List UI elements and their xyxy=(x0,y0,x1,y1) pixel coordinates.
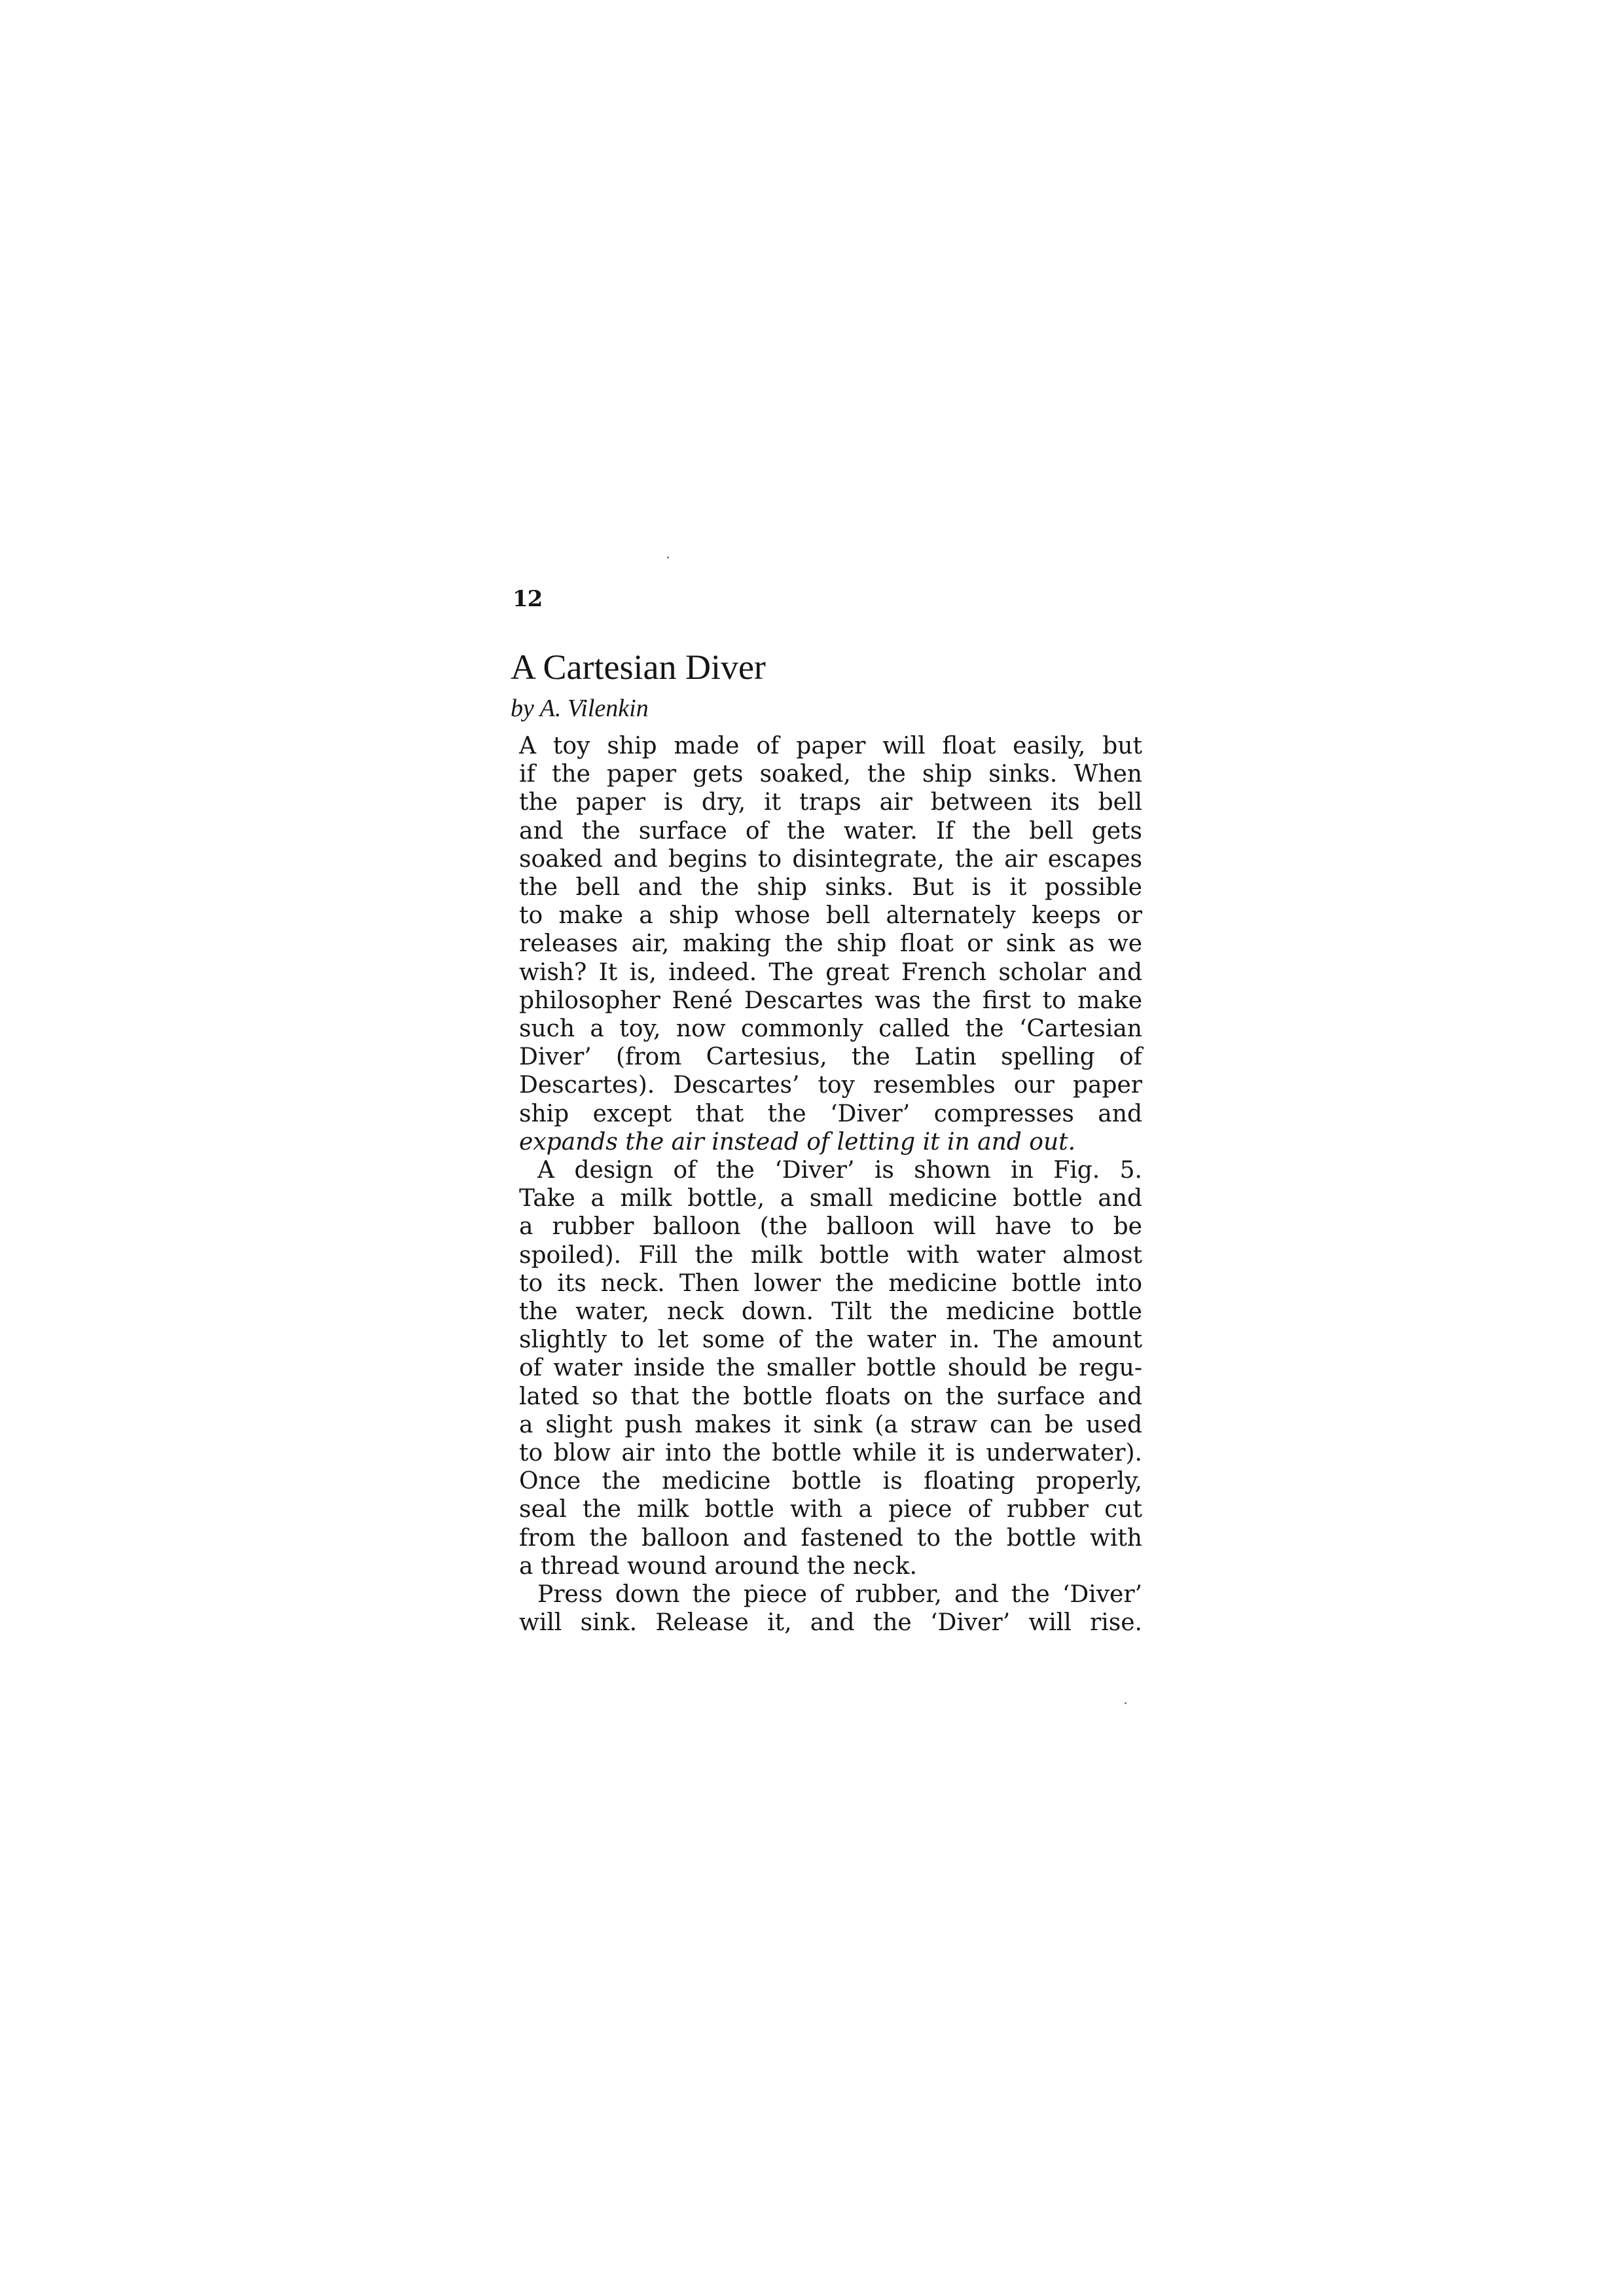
text-line: to make a ship whose bell alternately keeps or xyxy=(519,902,1142,930)
text-line: lated so that the bottle floats on the surface and xyxy=(519,1383,1142,1410)
text-line: soaked and begins to disintegrate, the air escapes xyxy=(519,845,1142,873)
text-line: will sink. Release it, and the ‘Diver’ will rise. xyxy=(519,1609,1142,1637)
text-line: A design of the ‘Diver’ is shown in Fig. 5. xyxy=(537,1157,1142,1184)
paragraph-1 xyxy=(501,732,1142,1156)
text-line: the water, neck down. Tilt the medicine bottle xyxy=(519,1298,1142,1326)
page-number: 12 xyxy=(513,586,543,612)
text-line: the paper is dry, it traps air between its bell xyxy=(519,789,1142,816)
text-line: of water inside the smaller bottle should be regu- xyxy=(519,1355,1142,1382)
text-line: wish? It is, indeed. The great French scholar and xyxy=(519,958,1142,986)
text-line: seal the milk bottle with a piece of rubber cut xyxy=(519,1496,1142,1523)
text-line: and the surface of the water. If the bell gets xyxy=(519,817,1142,845)
scan-speck xyxy=(1125,1702,1127,1704)
text-line: a slight push makes it sink (a straw can be used xyxy=(519,1411,1142,1438)
text-line: Diver’ (from Cartesius, the Latin spelling of xyxy=(519,1044,1142,1071)
text-line: the bell and the ship sinks. But is it possible xyxy=(519,874,1142,902)
text-line: from the balloon and fastened to the bottle with xyxy=(519,1524,1142,1552)
scan-speck xyxy=(667,556,669,558)
article-body xyxy=(501,732,1142,1637)
article-byline: by A. Vilenkin xyxy=(511,695,649,722)
text-line: a thread wound around the neck. xyxy=(519,1552,917,1580)
text-line: expands the air instead of letting it in and out. xyxy=(519,1128,1076,1156)
article-title: A Cartesian Diver xyxy=(511,647,766,687)
text-line: ship except that the ‘Diver’ compresses and xyxy=(519,1100,1142,1127)
paragraph-2 xyxy=(501,1156,1142,1580)
text-line: such a toy, now commonly called the ‘Cartesian xyxy=(519,1015,1142,1043)
text-line: A toy ship made of paper will float easily, but xyxy=(519,733,1142,759)
text-line: Take a milk bottle, a small medicine bottle and xyxy=(519,1185,1142,1212)
text-line: Press down the piece of rubber, and the ‘Diver’ xyxy=(537,1581,1142,1609)
text-line: Once the medicine bottle is floating properly, xyxy=(519,1468,1142,1495)
text-line: spoiled). Fill the milk bottle with water almost xyxy=(519,1241,1142,1269)
text-line: a rubber balloon (the balloon will have to be xyxy=(519,1213,1142,1241)
text-line: philosopher René Descartes was the first to make xyxy=(519,987,1142,1014)
text-line: to its neck. Then lower the medicine bottle into xyxy=(519,1269,1142,1297)
text-line: if the paper gets soaked, the ship sinks. When xyxy=(519,761,1142,788)
paragraph-3 xyxy=(501,1580,1142,1637)
text-line: slightly to let some of the water in. The amount xyxy=(519,1326,1142,1354)
text-line: Descartes). Descartes’ toy resembles our paper xyxy=(519,1072,1142,1099)
text-line: to blow air into the bottle while it is underwater). xyxy=(519,1440,1142,1467)
text-line: releases air, making the ship float or sink as we xyxy=(519,930,1142,958)
